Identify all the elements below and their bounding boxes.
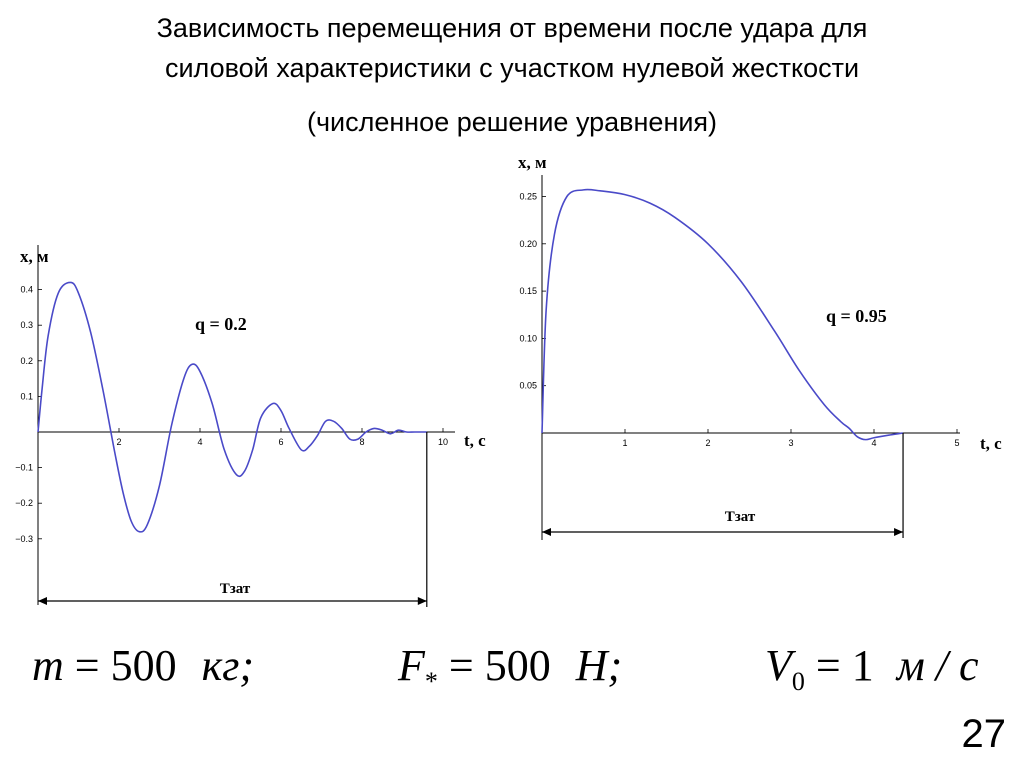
y-tick-label: 0.05 xyxy=(519,380,537,391)
x-tick-label: 3 xyxy=(788,438,794,448)
mass-symbol: m xyxy=(32,641,64,690)
span-arrow-left xyxy=(542,528,551,536)
y-tick-label: 0.10 xyxy=(519,333,537,344)
x-tick-label: 8 xyxy=(359,437,365,447)
x-tick-label: 6 xyxy=(278,437,284,447)
y-tick-label: −0.3 xyxy=(15,533,33,544)
formula-force xyxy=(398,640,622,697)
chart-annotation: q = 0.2 xyxy=(195,314,247,334)
y-tick-label: 0.1 xyxy=(20,391,33,402)
force-symbol: F xyxy=(398,641,425,690)
y-tick-label: 0.2 xyxy=(20,355,33,366)
settling-time-label: Tзат xyxy=(724,509,756,525)
y-tick-label: −0.1 xyxy=(15,462,33,473)
slide-subtitle: (численное решение уравнения) xyxy=(306,107,718,137)
x-tick-label: 2 xyxy=(116,437,122,447)
y-tick-label: 0.3 xyxy=(20,320,33,331)
y-tick-label: 0.15 xyxy=(519,286,537,297)
velocity-symbol: V xyxy=(765,641,792,690)
title-line-2: силовой характеристики с участком нулевой жесткости xyxy=(164,53,860,83)
chart-ticks xyxy=(519,192,959,449)
x-tick-label: 5 xyxy=(954,438,960,448)
y-axis-label: x, м xyxy=(20,247,49,266)
x-tick-label: 1 xyxy=(622,438,628,448)
settling-time-span xyxy=(542,433,903,538)
mass-value: = 500 xyxy=(74,641,177,690)
formula-mass xyxy=(32,640,254,691)
x-tick-label: 10 xyxy=(437,437,449,447)
page-number: 27 xyxy=(961,712,1006,756)
chart-annotation: q = 0.95 xyxy=(826,306,887,326)
x-axis-label: t, c xyxy=(980,434,1002,453)
force-subscript: * xyxy=(424,666,438,696)
y-tick-label: 0.4 xyxy=(20,284,33,295)
velocity-unit: м / с xyxy=(896,641,979,690)
y-axis-label: x, м xyxy=(518,153,547,172)
y-tick-label: 0.25 xyxy=(519,191,537,202)
chart-axes xyxy=(542,175,960,540)
span-arrow-right xyxy=(894,528,903,536)
x-tick-label: 2 xyxy=(705,438,711,448)
velocity-value: = 1 xyxy=(815,641,874,690)
formula-velocity xyxy=(765,640,979,697)
force-value: = 500 xyxy=(448,641,551,690)
y-tick-label: 0.20 xyxy=(519,238,537,249)
title-line-1: Зависимость перемещения от времени после удара для xyxy=(156,13,868,43)
x-tick-label: 4 xyxy=(871,438,877,448)
x-tick-label: 4 xyxy=(197,437,203,447)
y-tick-label: −0.2 xyxy=(15,498,33,509)
settling-time-label: Tзат xyxy=(219,581,251,597)
mass-unit: кг; xyxy=(201,641,255,690)
velocity-subscript: 0 xyxy=(791,666,805,696)
x-axis-label: t, c xyxy=(464,431,486,450)
force-unit: Н; xyxy=(575,641,623,690)
